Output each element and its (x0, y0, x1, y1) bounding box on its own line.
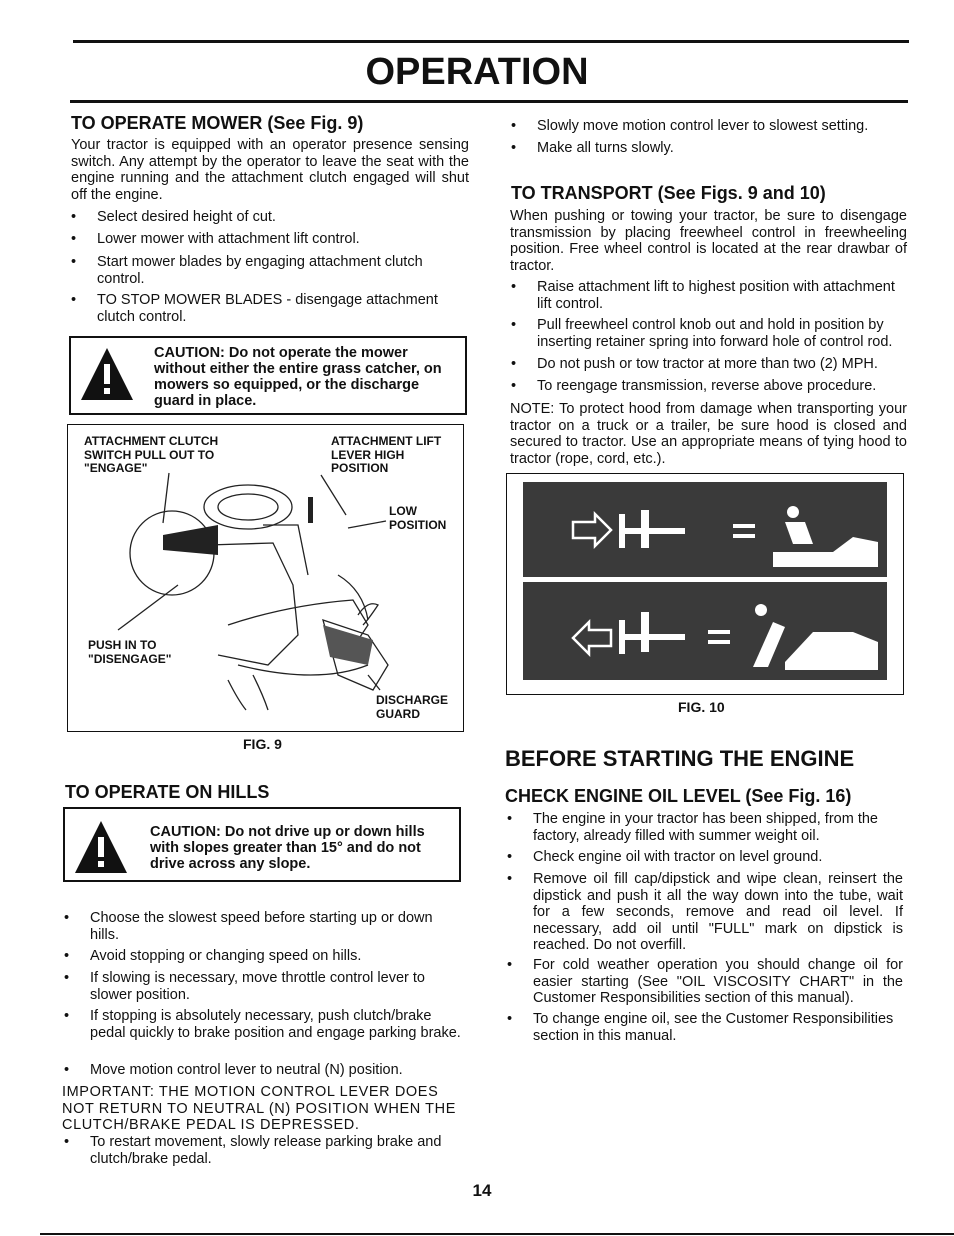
fig9-caption: FIG. 9 (243, 736, 282, 752)
right-bullet: • Slowly move motion control lever to slowest setting. (511, 118, 907, 135)
hills-bullet: • If stopping is absolutely necessary, push clutch/brake pedal quickly to brake position and engage parking brake. (64, 1008, 462, 1041)
top-rule (73, 40, 909, 43)
fig10-caption: FIG. 10 (678, 699, 725, 715)
freewheel-illustration (523, 482, 887, 682)
engine-bullet: • Remove oil fill cap/dipstick and wipe clean, reinsert the dipstick and push it all the way down into the tube, wait for a few seconds, remove and read oil level. If necessary, add oil until "FULL" mark on dipstick is reached. Do not overfill. (507, 871, 903, 954)
label-discharge-guard: DISCHARGE GUARD (376, 693, 449, 721)
title-rule (70, 100, 908, 103)
hills-caution-text: CAUTION: Do not drive up or down hills with slopes greater than 15° and do not drive across any slope. (150, 824, 425, 872)
engine-bullet: • The engine in your tractor has been shipped, from the factory, already filled with summer weight oil. (507, 811, 903, 844)
transport-bullet: • Do not push or tow tractor at more than two (2) MPH. (511, 356, 907, 373)
mower-bullet: • Select desired height of cut. (71, 209, 469, 226)
hills-bullet: • Choose the slowest speed before starting up or down hills. (64, 910, 462, 943)
transport-intro: When pushing or towing your tractor, be sure to disengage transmission by placing freewheel control in freewheeling position. Free wheel control is located at the rear drawbar of tractor. (510, 208, 907, 274)
mower-caution-text: CAUTION: Do not operate the mower without either the entire grass catcher, on mowers so equipped, or the discharge guard in place. (154, 345, 442, 409)
mower-heading: TO OPERATE MOWER (See Fig. 9) (71, 113, 364, 133)
bottom-rule (40, 1233, 954, 1235)
transport-bullet: • To reengage transmission, reverse above procedure. (511, 378, 907, 395)
transport-bullet: • Raise attachment lift to highest position with attachment lift control. (511, 279, 907, 312)
fig10-box (506, 473, 904, 695)
warning-icon (79, 346, 135, 402)
transport-heading: TO TRANSPORT (See Figs. 9 and 10) (511, 183, 826, 203)
label-attachment-lift: ATTACHMENT LIFT LEVER HIGH POSITION (331, 434, 442, 475)
page-number: 14 (472, 1181, 492, 1200)
warning-icon (73, 819, 129, 875)
engine-bullet: • For cold weather operation you should change oil for easier starting (See "OIL VISCOSITY CHART" in the Customer Responsibilities section of this manual). (507, 957, 903, 1007)
label-push-in: PUSH IN TO "DISENGAGE" (88, 638, 172, 666)
label-attachment-clutch: ATTACHMENT CLUTCH SWITCH PULL OUT TO "ENGAGE" (84, 434, 219, 475)
mower-caution-box (69, 336, 467, 415)
hills-bullet: • Move motion control lever to neutral (N) position. (64, 1062, 462, 1079)
hills-bullet: • Avoid stopping or changing speed on hills. (64, 948, 462, 965)
engine-bullet: • Check engine oil with tractor on level ground. (507, 849, 903, 866)
label-low-position: LOW POSITION (389, 504, 447, 532)
engine-heading: BEFORE STARTING THE ENGINE (505, 746, 855, 771)
page-title: OPERATION (365, 51, 589, 93)
mower-bullet: • Start mower blades by engaging attachment clutch control. (71, 254, 469, 287)
right-bullet: • Make all turns slowly. (511, 140, 907, 157)
oil-level-heading: CHECK ENGINE OIL LEVEL (See Fig. 16) (505, 786, 852, 806)
mower-intro: Your tractor is equipped with an operator presence sensing switch. Any attempt by the operator to leave the seat with the engine running and the attachment clutch engaged will shut off the engine. (71, 137, 469, 203)
mower-bullet: • Lower mower with attachment lift control. (71, 231, 469, 248)
transport-bullet: • Pull freewheel control knob out and hold in position by inserting retainer spring into forward hole of control rod. (511, 317, 907, 350)
mower-bullet: • TO STOP MOWER BLADES - disengage attachment clutch control. (71, 292, 469, 325)
engine-bullet: • To change engine oil, see the Customer Responsibilities section in this manual. (507, 1011, 903, 1044)
hills-caution-box (63, 807, 461, 882)
fig9-box (67, 424, 464, 732)
hills-heading: TO OPERATE ON HILLS (65, 782, 270, 802)
hills-bullet: • If slowing is necessary, move throttle control lever to slower position. (64, 970, 462, 1003)
hills-important: IMPORTANT: THE MOTION CONTROL LEVER DOES NOT RETURN TO NEUTRAL (N) POSITION WHEN THE CLUTCH/BRAKE PEDAL IS DEPRESSED. (62, 1084, 456, 1133)
hills-bullet: • To restart movement, slowly release parking brake and clutch/brake pedal. (64, 1134, 462, 1167)
transport-note: NOTE: To protect hood from damage when transporting your tractor on a truck or a trailer, be sure hood is closed and secured to tractor. Use an appropriate means of tying hood to tractor (rope, cord, etc.). (510, 401, 907, 467)
